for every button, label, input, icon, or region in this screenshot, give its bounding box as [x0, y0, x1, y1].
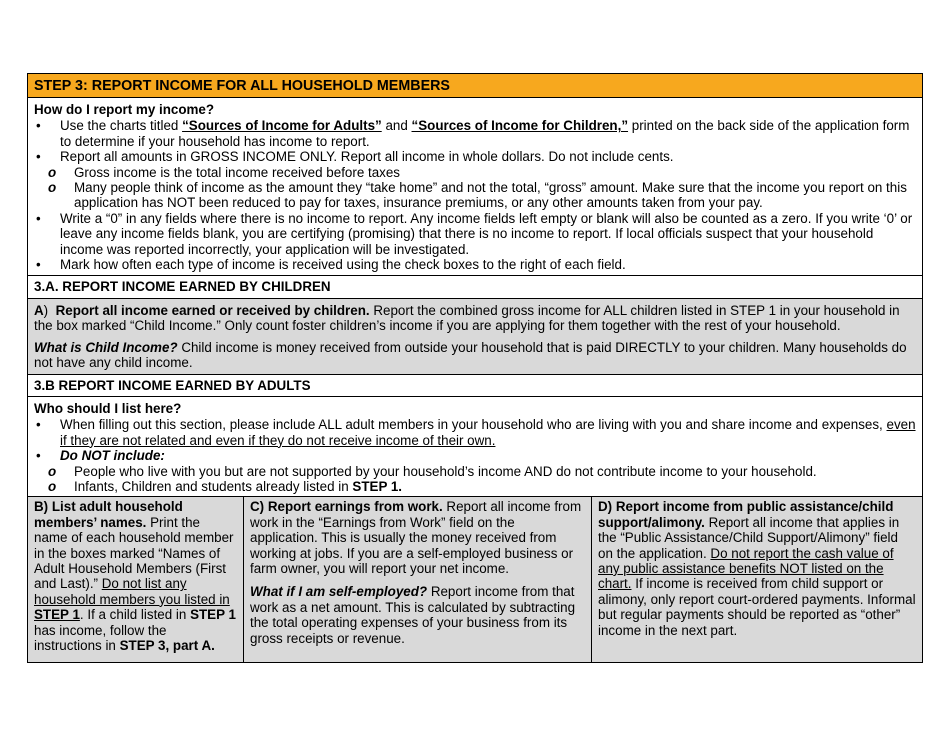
step-list [34, 118, 916, 272]
sub-list-item: o People who live with you but are not supported by your household’s income AND do not contribute income to your household. [34, 464, 916, 479]
text: Print the name of each household member in the boxes marked “Names of Adult Household Members (First and Last).” [34, 514, 234, 592]
text: printed on the back side of the application form to determine if your household has income to report. [60, 118, 910, 149]
text: Report the combined gross income for ALL children listed in STEP 1 in your household in the box marked “Child Income.” Only count foster children’s income if you are applying for them together with the rest of your household. [34, 302, 900, 334]
text: Child income is money received from outside your household that is paid DIRECTLY to your children. Many households do not have any child income. [34, 339, 907, 371]
column-c-para [250, 499, 585, 576]
list-item [34, 448, 916, 463]
text: Report all income from work in the “Earnings from Work” field on the application. This is usually the money received from working at jobs. If you are a self-employed business or farm owner, you will report your net income. [250, 499, 582, 576]
underlined-text: even if they are not related and even if they do not receive income of their own. [60, 417, 916, 448]
list-item: • Write a “0” in any fields where there is no income to report. Any income fields left empty or blank will also be counted as a zero. If you write ‘0’ or leave any income fields blank, you are certifying (promising) that there is no income to report. If local officials suspect that your household income was reported incorrectly, your application will be investigated. [34, 211, 916, 257]
text: Use the charts titled [60, 118, 183, 134]
income-instructions [27, 73, 923, 663]
bold-text: STEP 1 [190, 607, 236, 623]
text: If income is received from child support or alimony, only report court-ordered payments. Informal but regular payments should be reported as “other” income in the next part. [598, 576, 916, 638]
list-item [34, 118, 916, 149]
child-income-question: What is Child Income? [34, 339, 178, 355]
column-c [243, 497, 591, 662]
sub-list-item: o Many people think of income as the amount they “take home” and not the total, “gross” amount. Make sure that the income you report on this application has NOT been reduced to pay for taxes, insurance premiums, or any other amounts taken from your pay. [34, 180, 916, 211]
chart-ref-children: “Sources of Income for Children,” [411, 118, 629, 134]
column-b-title: B) List adult household members’ names. [34, 499, 183, 530]
adults-question: Who should I list here? [34, 400, 182, 416]
sub-list-item [34, 479, 916, 494]
text: Infants, Children and students already listed in [74, 478, 353, 494]
text: . If a child listed in [79, 607, 191, 623]
step-question: How do I report my income? [34, 102, 215, 117]
label-a: A [34, 302, 44, 318]
text: and [381, 118, 412, 134]
do-not-include: Do NOT include: [60, 448, 165, 464]
children-para-a: A) Report all income earned or received by children. Report the combined gross income for ALL children listed in STEP 1 in your household in the box marked “Child Income.” Only count foster children’s income if you are applying for them together with the rest of your household. [34, 302, 900, 334]
children-section [28, 299, 922, 375]
text: has income, follow the instructions in [34, 622, 167, 653]
adults-section [28, 397, 922, 497]
bold-text: STEP 1. [352, 478, 403, 494]
adults-section-title: 3.B REPORT INCOME EARNED BY ADULTS [28, 375, 922, 397]
list-item [34, 417, 916, 448]
column-d [591, 497, 922, 662]
sub-list-item: o Gross income is the total income received before taxes [34, 165, 916, 180]
text: Report all income that applies in the “Public Assistance/Child Support/Alimony” field on the application. [598, 514, 900, 561]
step-title: STEP 3: REPORT INCOME FOR ALL HOUSEHOLD MEMBERS [28, 74, 922, 98]
self-employed-question: What if I am self-employed? [250, 584, 428, 600]
children-heading: Report all income earned or received by children. [55, 302, 370, 318]
column-b [28, 497, 243, 662]
bold-text: STEP 1 [34, 607, 80, 623]
step-instructions [28, 98, 922, 276]
column-c-title: C) Report earnings from work. [250, 499, 443, 515]
text: When filling out this section, please include ALL adult members in your household who are living with you and share income and expenses, [60, 417, 887, 433]
self-employed-para [250, 584, 585, 646]
underlined-text: Do not report the cash value of any public assistance benefits NOT listed on the chart. [598, 545, 894, 592]
bold-text: STEP 3, part A. [119, 638, 215, 653]
column-d-title: D) Report income from public assistance/child support/alimony. [598, 499, 894, 530]
list-item: • Report all amounts in GROSS INCOME ONLY. Report all income in whole dollars. Do not include cents. [34, 149, 916, 164]
columns-row [28, 497, 922, 662]
text: Do not list any household members you listed in [34, 576, 230, 607]
chart-ref-adults: “Sources of Income for Adults” [182, 118, 382, 134]
children-section-title: 3.A. REPORT INCOME EARNED BY CHILDREN [28, 276, 922, 298]
adults-list [34, 417, 916, 494]
text: Report income from that work as a net amount. This is calculated by subtracting the total operating expenses of your business from its gross receipts or revenue. [250, 584, 576, 646]
child-income-para [34, 340, 916, 371]
list-item: • Mark how often each type of income is received using the check boxes to the right of each field. [34, 257, 916, 272]
